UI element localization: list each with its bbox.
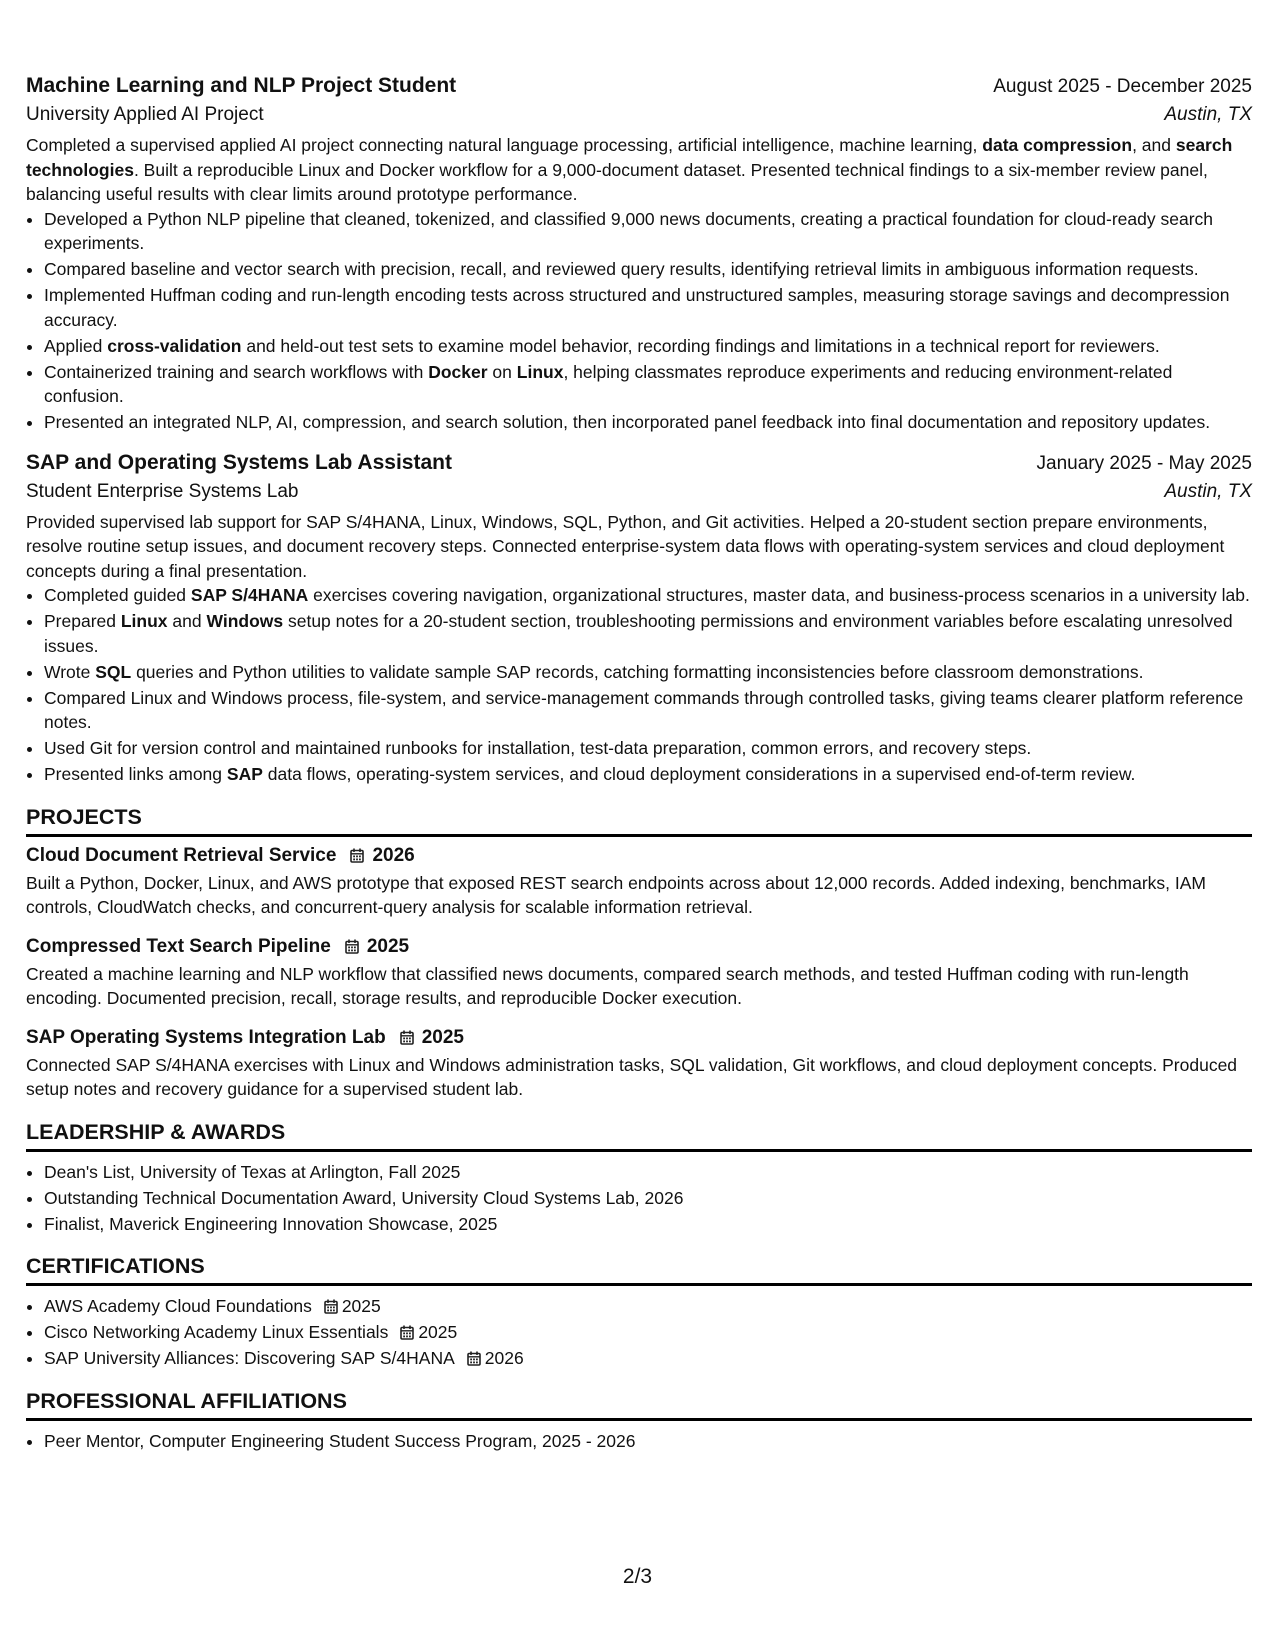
- text-run: data flows, operating-system services, and cloud deployment considerations in a supervised end-of-term review.: [262, 764, 1136, 784]
- page-number: 2/3: [622, 1565, 653, 1588]
- location: Austin, TX: [1164, 104, 1252, 125]
- certification-name: AWS Academy Cloud Foundations: [44, 1296, 312, 1316]
- project-entry: [26, 936, 1252, 1011]
- bullet-item: [44, 686, 1252, 735]
- organization: Student Enterprise Systems Lab: [26, 480, 299, 502]
- text-run: , and: [1132, 135, 1176, 155]
- project-year: 2025: [366, 935, 410, 957]
- award-item: • Outstanding Technical Documentation Award, University Cloud Systems Lab, 2026: [44, 1186, 1252, 1211]
- experience-entry: [26, 451, 1252, 787]
- entry-header: [26, 74, 1252, 98]
- job-title: SAP and Operating Systems Lab Assistant: [26, 450, 452, 474]
- bold-text: Linux: [120, 611, 168, 631]
- entry-subheader: [26, 104, 1252, 126]
- bold-text: Linux: [516, 361, 564, 382]
- bullet-item: [44, 360, 1252, 409]
- text-run: Presented links among: [44, 764, 227, 784]
- certifications-list: [26, 1294, 1252, 1371]
- job-dates: January 2025 - May 2025: [1036, 452, 1252, 474]
- bold-text: SAP S/4HANA: [190, 585, 309, 605]
- text-run: Provided supervised lab support for SAP S/4HANA, Linux, Windows, SQL, Python, and Git activities. Helped a 20-student section prepare environments, resolve routine setup issues, and document recovery steps. Connected enterprise-system data flows with operating-system services and cloud deployment concepts during a final presentation.: [26, 511, 1225, 581]
- job-bullets: [26, 583, 1252, 787]
- bullet-item: [44, 762, 1252, 787]
- leadership-list: [26, 1160, 1252, 1237]
- bold-text: cross-validation: [107, 335, 242, 356]
- text-run: Prepared: [44, 611, 121, 631]
- text-run: Implemented Huffman coding and run-length encoding tests across structured and unstructured samples, measuring storage savings and decompression accuracy.: [44, 285, 1230, 330]
- certification-name: SAP University Alliances: Discovering SAP S/4HANA: [44, 1348, 455, 1368]
- bold-text: Windows: [206, 611, 284, 631]
- bullet-item: [44, 257, 1252, 282]
- text-run: exercises covering navigation, organizational structures, master data, and business-process scenarios in a university lab.: [308, 585, 1250, 605]
- calendar-icon: [345, 939, 359, 954]
- bold-text: Docker: [428, 361, 488, 382]
- projects-list: [26, 845, 1252, 1102]
- calendar-icon: [400, 1325, 414, 1340]
- job-summary: [26, 133, 1252, 207]
- certification-name: Cisco Networking Academy Linux Essentials: [44, 1322, 389, 1342]
- calendar-icon: [467, 1351, 481, 1366]
- award-item: • Dean's List, University of Texas at Arlington, Fall 2025: [44, 1160, 1252, 1185]
- experience-entry: [26, 74, 1252, 435]
- text-run: Completed a supervised applied AI project connecting natural language processing, artificial intelligence, machine learning,: [26, 135, 983, 155]
- affiliations-heading: PROFESSIONAL AFFILIATIONS: [26, 1389, 1252, 1421]
- calendar-icon: [350, 848, 364, 863]
- bullet-item: [44, 207, 1252, 256]
- entry-header: [26, 451, 1252, 475]
- experience-section: [26, 74, 1252, 787]
- project-header: [26, 845, 1252, 867]
- affiliation-item: • Peer Mentor, Computer Engineering Student Success Program, 2025 - 2026: [44, 1429, 1252, 1454]
- text-run: Developed a Python NLP pipeline that cleaned, tokenized, and classified 9,000 news documents, creating a practical foundation for cloud-ready search experiments.: [44, 208, 1214, 253]
- projects-heading: PROJECTS: [26, 805, 1252, 837]
- certification-item: [44, 1294, 1252, 1319]
- project-description: Connected SAP S/4HANA exercises with Linux and Windows administration tasks, SQL validation, Git workflows, and cloud deployment concepts. Produced setup notes and recovery guidance for a supervised student lab.: [26, 1054, 1238, 1099]
- text-run: Wrote: [44, 661, 96, 682]
- entry-subheader: [26, 481, 1252, 503]
- text-run: and held-out test sets to examine model behavior, recording findings and limitations in a technical report for reviewers.: [241, 335, 1160, 356]
- project-description: Built a Python, Docker, Linux, and AWS prototype that exposed REST search endpoints across about 12,000 records. Added indexing, benchmarks, IAM controls, CloudWatch checks, and concurrent-query analysis for scalable information retrieval.: [26, 872, 1206, 917]
- award-item: • Finalist, Maverick Engineering Innovation Showcase, 2025: [44, 1212, 1252, 1237]
- project-title: Cloud Document Retrieval Service: [26, 844, 337, 866]
- bold-text: search technologies: [26, 135, 1233, 180]
- bullet-item: [44, 660, 1252, 685]
- text-run: . Built a reproducible Linux and Docker workflow for a 9,000-document dataset. Presented technical findings to a six-member review panel, balancing useful results with clear limits around prototype performance.: [26, 159, 1208, 204]
- project-entry: [26, 845, 1252, 920]
- affiliations-list: [26, 1429, 1252, 1454]
- certification-item: [44, 1320, 1252, 1345]
- bullet-item: [44, 736, 1252, 761]
- bullet-item: [44, 609, 1252, 658]
- project-title: Compressed Text Search Pipeline: [26, 935, 331, 957]
- bullet-item: [44, 283, 1252, 332]
- project-header: [26, 936, 1252, 958]
- text-run: Containerized training and search workflows with: [44, 361, 429, 382]
- bold-text: SQL: [95, 661, 132, 682]
- calendar-icon: [400, 1030, 414, 1045]
- project-title: SAP Operating Systems Integration Lab: [26, 1026, 386, 1048]
- text-run: Used Git for version control and maintained runbooks for installation, test-data preparation, common errors, and recovery steps.: [44, 738, 1032, 758]
- certification-item: [44, 1346, 1252, 1371]
- text-run: , helping classmates reproduce experiments and reducing environment-related confusion.: [44, 361, 1173, 406]
- text-run: Completed guided: [44, 585, 191, 605]
- bullet-item: [44, 334, 1252, 359]
- location: Austin, TX: [1164, 480, 1252, 502]
- bullet-item: [44, 583, 1252, 608]
- certifications-heading: CERTIFICATIONS: [26, 1254, 1252, 1286]
- project-year: 2026: [372, 844, 415, 866]
- text-run: queries and Python utilities to validate sample SAP records, catching formatting inconsistencies before classroom demonstrations.: [131, 661, 1144, 682]
- certification-year: 2026: [484, 1348, 524, 1368]
- certification-year: 2025: [418, 1322, 458, 1342]
- project-header: [26, 1027, 1252, 1049]
- resume-page: [26, 74, 1252, 1455]
- organization: University Applied AI Project: [26, 104, 264, 125]
- bullet-item: [44, 410, 1252, 435]
- project-entry: [26, 1027, 1252, 1102]
- job-title: Machine Learning and NLP Project Student: [26, 74, 457, 97]
- job-summary: [26, 510, 1252, 584]
- text-run: Applied: [44, 335, 108, 356]
- text-run: on: [487, 361, 517, 382]
- text-run: and: [167, 611, 207, 631]
- bold-text: SAP: [226, 764, 263, 784]
- certification-year: 2025: [341, 1296, 381, 1316]
- bold-text: data compression: [982, 135, 1133, 155]
- text-run: setup notes for a 20-student section, troubleshooting permissions and environment variables before escalating unresolved issues.: [44, 611, 1233, 656]
- text-run: Presented an integrated NLP, AI, compression, and search solution, then incorporated panel feedback into final documentation and repository updates.: [44, 412, 1211, 432]
- calendar-icon: [324, 1299, 338, 1314]
- job-bullets: [26, 207, 1252, 435]
- job-dates: August 2025 - December 2025: [993, 76, 1252, 97]
- project-year: 2025: [421, 1026, 464, 1048]
- text-run: Compared baseline and vector search with precision, recall, and reviewed query results, identifying retrieval limits in ambiguous information requests.: [44, 259, 1199, 279]
- leadership-heading: LEADERSHIP & AWARDS: [26, 1120, 1252, 1152]
- text-run: Compared Linux and Windows process, file-system, and service-management commands through controlled tasks, giving teams clearer platform reference notes.: [44, 687, 1244, 732]
- project-description: Created a machine learning and NLP workflow that classified news documents, compared search methods, and tested Huffman coding with run-length encoding. Documented precision, recall, storage results, and reproducible Docker execution.: [26, 963, 1189, 1008]
